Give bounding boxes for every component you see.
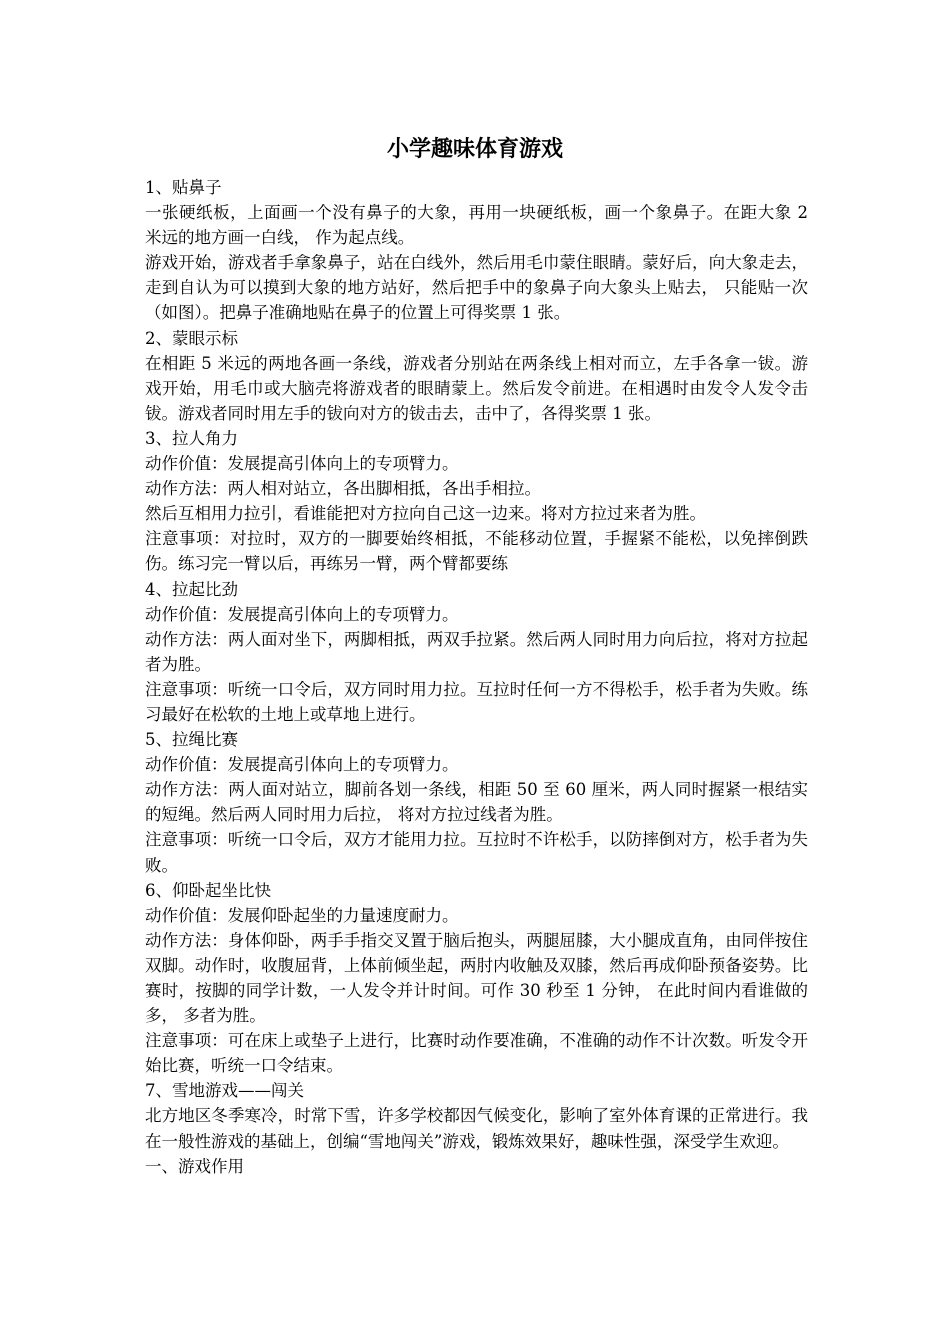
paragraph: 注意事项：对拉时，双方的一脚要始终相抵，不能移动位置，手握紧不能松，以免摔倒跌伤。练习完一臂以后，再练另一臂，两个臂都要练 bbox=[145, 529, 808, 574]
paragraph: 注意事项：可在床上或垫子上进行，比赛时动作要准确，不准确的动作不计次数。听发令开始比赛，听统一口令结束。 bbox=[145, 1031, 808, 1076]
section-heading: 4、拉起比劲 bbox=[145, 579, 238, 599]
section-heading: 5、拉绳比赛 bbox=[145, 730, 238, 750]
document-title: 小学趣味体育游戏 bbox=[386, 137, 563, 162]
paragraph: 动作价值：发展提高引体向上的专项臂力。 bbox=[145, 454, 459, 474]
paragraph: 一张硬纸板，上面画一个没有鼻子的大象，再用一块硬纸板，画一个象鼻子。在距大象 2 米远的地方画一白线， 作为起点线。 bbox=[145, 203, 808, 248]
document-body bbox=[145, 175, 808, 1179]
paragraph: 在相距 5 米远的两地各画一条线，游戏者分别站在两条线上相对而立，左手各拿一钹。游戏开始，用毛巾或大脑壳将游戏者的眼睛蒙上。然后发令前进。在相遇时由发令人发令击钹。游戏者同时用左手的钹向对方的钹击去，击中了，各得奖票 1 张。 bbox=[145, 353, 808, 423]
section-heading: 7、雪地游戏——闯关 bbox=[145, 1081, 304, 1101]
subsection-heading: 一、游戏作用 bbox=[145, 1156, 244, 1176]
paragraph: 动作价值：发展仰卧起坐的力量速度耐力。 bbox=[145, 905, 459, 925]
section-heading: 6、仰卧起坐比快 bbox=[145, 880, 271, 900]
paragraph: 游戏开始，游戏者手拿象鼻子，站在白线外，然后用毛巾蒙住眼睛。蒙好后，向大象走去，走到自认为可以摸到大象的地方站好，然后把手中的象鼻子向大象头上贴去， 只能贴一次（如图）。把鼻子准确地贴在鼻子的位置上可得奖票 1 张。 bbox=[145, 253, 808, 323]
paragraph: 动作方法：两人面对坐下，两脚相抵，两双手拉紧。然后两人同时用力向后拉，将对方拉起者为胜。 bbox=[145, 629, 808, 674]
paragraph: 动作价值：发展提高引体向上的专项臂力。 bbox=[145, 604, 459, 624]
paragraph: 北方地区冬季寒冷，时常下雪，许多学校都因气候变化，影响了室外体育课的正常进行。我在一般性游戏的基础上，创编“雪地闯关”游戏，锻炼效果好，趣味性强，深受学生欢迎。 bbox=[145, 1106, 808, 1151]
paragraph: 动作方法：两人面对站立，脚前各划一条线，相距 50 至 60 厘米，两人同时握紧一根结实的短绳。然后两人同时用力后拉， 将对方拉过线者为胜。 bbox=[145, 780, 808, 825]
section-heading: 3、拉人角力 bbox=[145, 428, 238, 448]
paragraph: 注意事项：听统一口令后，双方同时用力拉。互拉时任何一方不得松手，松手者为失败。练习最好在松软的土地上或草地上进行。 bbox=[145, 679, 808, 724]
section-heading: 1、贴鼻子 bbox=[145, 178, 222, 197]
paragraph: 然后互相用力拉引，看谁能把对方拉向自己这一边来。将对方拉过来者为胜。 bbox=[145, 504, 706, 524]
paragraph: 注意事项：听统一口令后，双方才能用力拉。互拉时不许松手，以防摔倒对方，松手者为失败。 bbox=[145, 830, 808, 875]
paragraph: 动作方法：两人相对站立，各出脚相抵，各出手相拉。 bbox=[145, 479, 541, 499]
paragraph: 动作价值：发展提高引体向上的专项臂力。 bbox=[145, 755, 459, 775]
paragraph: 动作方法：身体仰卧，两手手指交叉置于脑后抱头，两腿屈膝，大小腿成直角，由同伴按住双脚。动作时，收腹屈背，上体前倾坐起，两肘内收触及双膝，然后再成仰卧预备姿势。比赛时，按脚的同学计数，一人发令并计时间。可作 30 秒至 1 分钟， 在此时间内看谁做的多， 多者为胜。 bbox=[145, 930, 808, 1026]
section-heading: 2、蒙眼示标 bbox=[145, 328, 238, 348]
